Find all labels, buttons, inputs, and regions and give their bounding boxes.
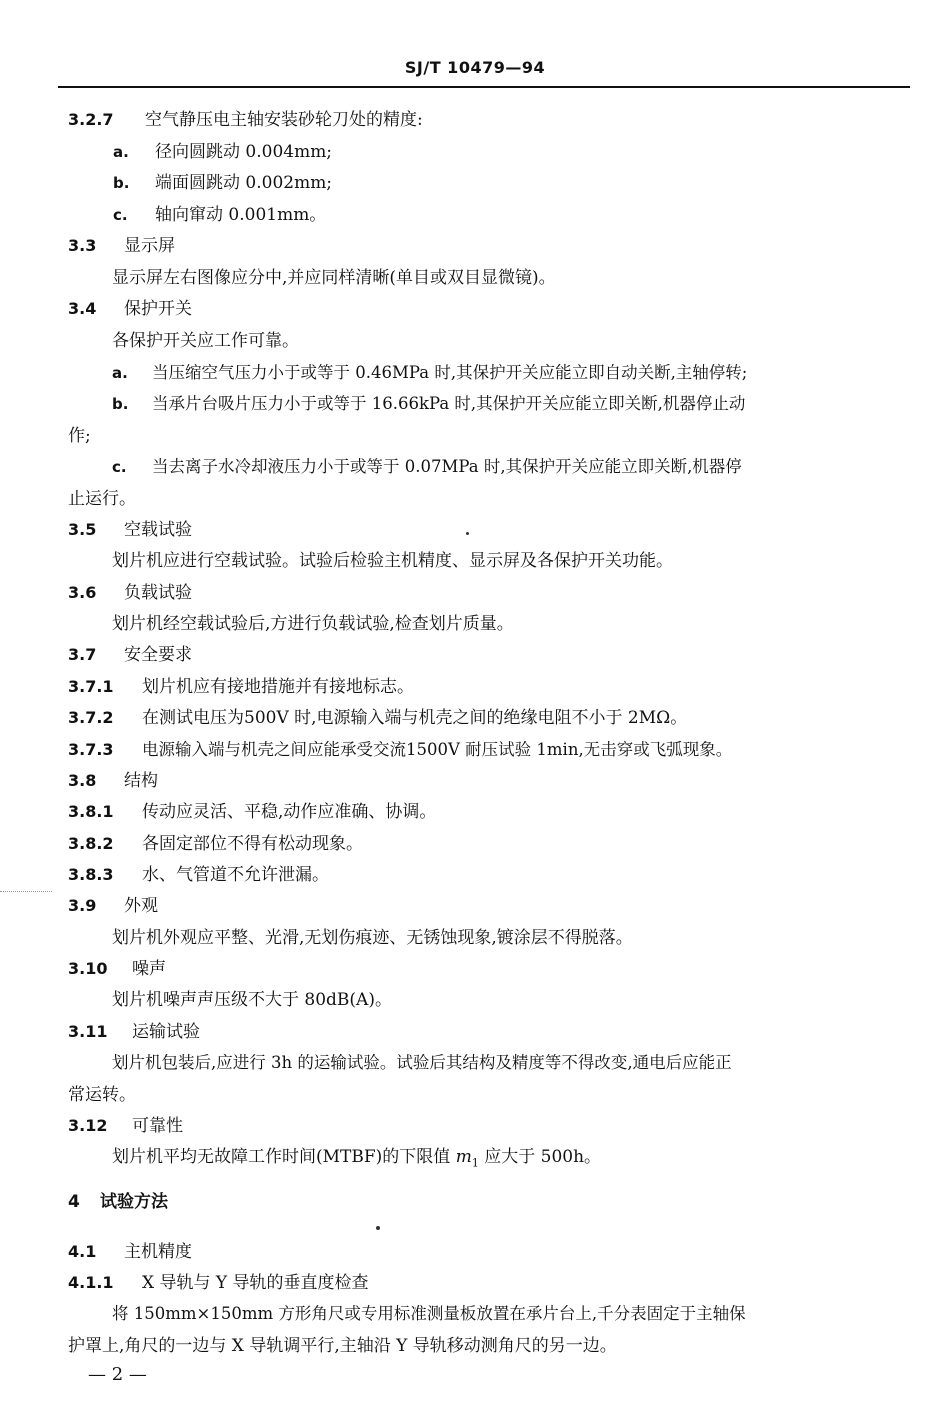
clause-number: 3.7.3 [68, 740, 114, 759]
clause-number: 3.7.1 [68, 677, 114, 696]
text-before-variable: 划片机平均无故障工作时间(MTBF)的下限值 [112, 1147, 456, 1167]
text-after-variable: 应大于 500h。 [478, 1147, 602, 1167]
paragraph-text: 常运转。 [68, 1085, 136, 1105]
paragraph-text [112, 1145, 601, 1175]
clause-text: 划片机应有接地措施并有接地标志。 [142, 677, 414, 697]
clause-number: 3.9 [68, 896, 97, 915]
clause-title: 外观 [124, 896, 158, 916]
clause-number: 3.3 [68, 236, 97, 255]
item-label: b. [112, 395, 129, 413]
clause-number: 3.7.2 [68, 708, 114, 727]
variable-subscript: 1 [471, 1156, 479, 1170]
item-text: 止运行。 [68, 489, 136, 509]
standard-number-header: SJ/T 10479—94 [404, 58, 546, 77]
clause-title: 主机精度 [124, 1242, 192, 1262]
header-rule [58, 86, 910, 88]
variable-m: m [455, 1147, 472, 1167]
clause-number: 3.11 [68, 1022, 108, 1041]
clause-text: 水、气管道不允许泄漏。 [142, 865, 329, 885]
paragraph-text: 护罩上,角尺的一边与 X 导轨调平行,主轴沿 Y 导轨移动测角尺的另一边。 [68, 1336, 617, 1356]
section-number: 4 [68, 1192, 80, 1212]
paragraph-text: 划片机噪声声压级不大于 80dB(A)。 [112, 990, 392, 1010]
item-text: 作; [68, 426, 91, 446]
clause-text: 各固定部位不得有松动现象。 [142, 834, 363, 854]
clause-number: 4.1.1 [68, 1273, 114, 1292]
clause-title: 结构 [124, 771, 158, 791]
clause-title: 空载试验 [124, 520, 192, 540]
paragraph-text: 划片机应进行空载试验。试验后检验主机精度、显示屏及各保护开关功能。 [112, 551, 673, 571]
paragraph-text: 显示屏左右图像应分中,并应同样清晰(单目或双目显微镜)。 [112, 268, 556, 288]
page-number: — 2 — [88, 1364, 147, 1385]
item-text: 当去离子水冷却液压力小于或等于 0.07MPa 时,其保护开关应能立即关断,机器停 [152, 457, 742, 476]
clause-title: X 导轨与 Y 导轨的垂直度检查 [142, 1273, 369, 1293]
item-text: 径向圆跳动 0.004mm; [155, 142, 333, 162]
paragraph-text: 划片机经空载试验后,方进行负载试验,检查划片质量。 [112, 614, 514, 634]
clause-title: 运输试验 [132, 1022, 200, 1042]
paragraph-text: 划片机包装后,应进行 3h 的运输试验。试验后其结构及精度等不得改变,通电后应能正 [112, 1053, 732, 1072]
paragraph-text: 将 150mm×150mm 方形角尺或专用标准测量板放置在承片台上,千分表固定于主轴保 [112, 1304, 746, 1323]
clause-number: 3.4 [68, 299, 97, 318]
clause-title: 噪声 [132, 959, 166, 979]
clause-number: 4.1 [68, 1242, 97, 1261]
clause-number: 3.8.2 [68, 834, 114, 853]
clause-number: 3.8.3 [68, 865, 114, 884]
clause-number: 3.8.1 [68, 802, 114, 821]
clause-number: 3.10 [68, 959, 108, 978]
paragraph-text: 划片机外观应平整、光滑,无划伤痕迹、无锈蚀现象,镀涂层不得脱落。 [112, 928, 633, 948]
clause-number: 3.8 [68, 771, 97, 790]
clause-title: 保护开关 [124, 299, 192, 319]
item-text: 轴向窜动 0.001mm。 [155, 205, 327, 225]
item-label: c. [112, 458, 127, 476]
clause-number: 3.6 [68, 583, 97, 602]
item-text: 当压缩空气压力小于或等于 0.46MPa 时,其保护开关应能立即自动关断,主轴停转; [152, 363, 748, 382]
scan-speck [466, 532, 469, 535]
section-title: 试验方法 [100, 1192, 168, 1212]
clause-text: 在测试电压为500V 时,电源输入端与机壳之间的绝缘电阻不小于 2MΩ。 [142, 708, 688, 728]
paragraph-text: 各保护开关应工作可靠。 [112, 331, 299, 351]
clause-title: 负载试验 [124, 583, 192, 603]
clause-title: 空气静压电主轴安装砂轮刀处的精度: [145, 110, 423, 130]
scan-mark [0, 891, 52, 892]
item-text: 端面圆跳动 0.002mm; [155, 173, 333, 193]
item-label: b. [113, 174, 130, 192]
item-label: a. [112, 364, 128, 382]
clause-number: 3.7 [68, 645, 97, 664]
clause-number: 3.2.7 [68, 110, 114, 129]
clause-title: 安全要求 [124, 645, 192, 665]
scan-speck [376, 1226, 380, 1230]
clause-text: 传动应灵活、平稳,动作应准确、协调。 [142, 802, 437, 822]
clause-number: 3.5 [68, 520, 97, 539]
clause-title: 可靠性 [132, 1116, 183, 1136]
clause-number: 3.12 [68, 1116, 108, 1135]
clause-title: 显示屏 [124, 236, 175, 256]
item-label: a. [113, 143, 129, 161]
clause-text: 电源输入端与机壳之间应能承受交流1500V 耐压试验 1min,无击穿或飞弧现象。 [142, 740, 733, 759]
item-text: 当承片台吸片压力小于或等于 16.66kPa 时,其保护开关应能立即关断,机器停止动 [152, 394, 746, 413]
item-label: c. [113, 206, 128, 224]
